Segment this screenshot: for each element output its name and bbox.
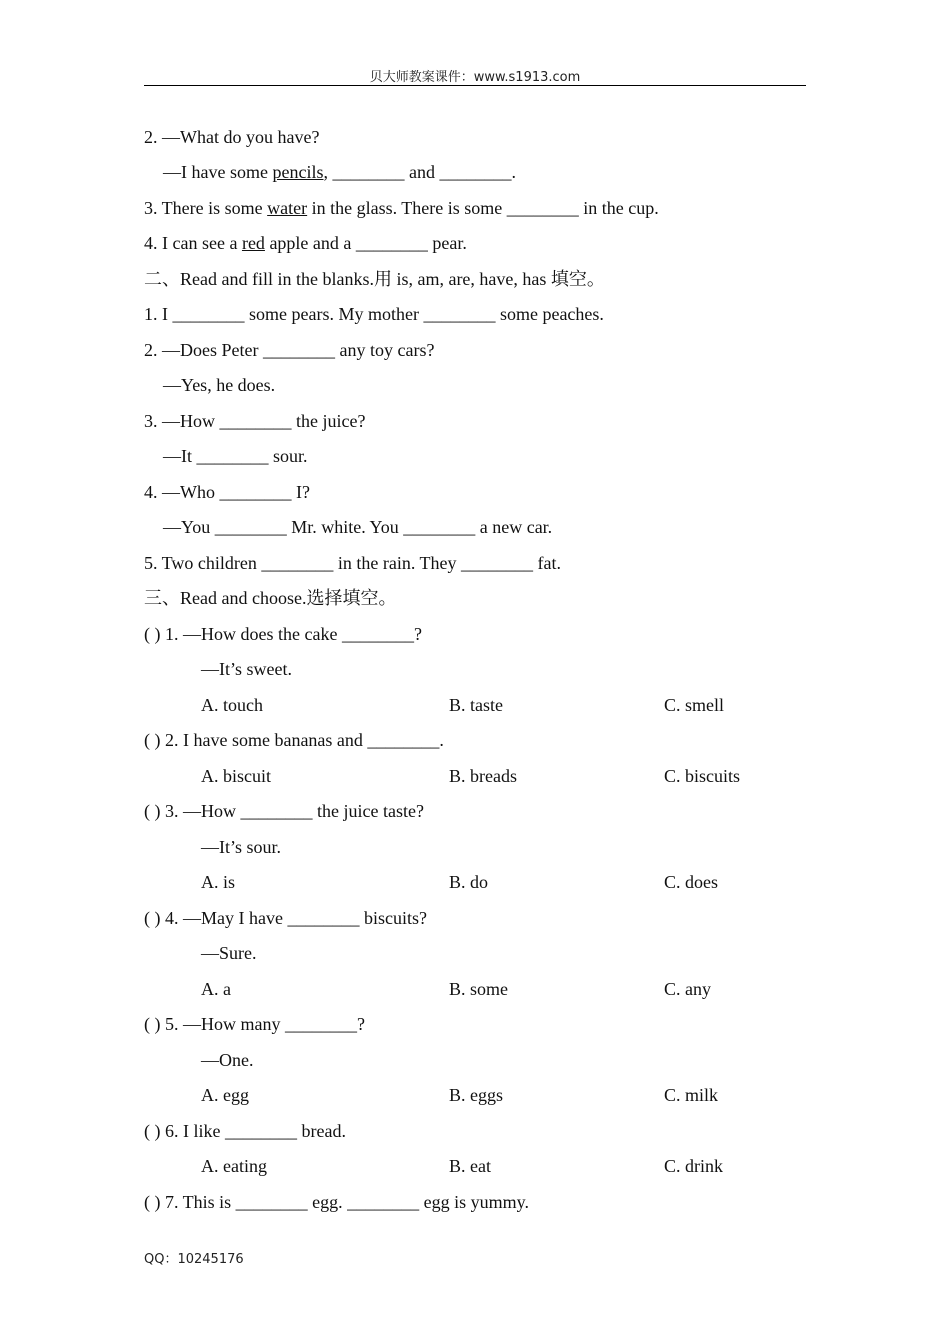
p3-q3-reply: —It’s sour. [201, 837, 282, 857]
page-footer: QQ：10245176 [144, 1252, 244, 1267]
p3-q2-option-b: B. breads [449, 766, 517, 786]
p3-q1-option-a: A. touch [201, 695, 263, 715]
p3-q7-stem: ( ) 7. This is ________ egg. ________ egg is yummy. [144, 1192, 529, 1212]
p2-line: 3. —How ________ the juice? [144, 411, 366, 431]
p1-q3-post: in the glass. There is some ________ in the cup. [307, 198, 659, 218]
p2-line: 1. I ________ some pears. My mother ________ some peaches. [144, 304, 604, 324]
p3-q5-option-c: C. milk [664, 1085, 719, 1105]
p3-q3-stem: ( ) 3. —How ________ the juice taste? [144, 801, 424, 821]
p3-q1-option-b: B. taste [449, 695, 503, 715]
header-divider [144, 85, 806, 86]
p3-q4-stem: ( ) 4. —May I have ________ biscuits? [144, 908, 427, 928]
p2-line: —It ________ sour. [163, 446, 308, 466]
part2-title: 二、Read and fill in the blanks.用 is, am, are, have, has 填空。 [144, 269, 605, 289]
p3-q6-stem: ( ) 6. I like ________ bread. [144, 1121, 346, 1141]
p2-line: 5. Two children ________ in the rain. They ________ fat. [144, 553, 562, 573]
p3-q2-stem: ( ) 2. I have some bananas and ________. [144, 730, 444, 750]
p1-q4-post: apple and a ________ pear. [264, 233, 467, 253]
p1-q2-underlined: pencils [272, 162, 324, 182]
p3-q2-option-a: A. biscuit [201, 766, 271, 786]
p1-q3-pre: 3. There is some [144, 198, 268, 218]
p3-q3-option-a: A. is [201, 872, 236, 892]
p1-q4 [144, 232, 467, 254]
p2-line: 2. —Does Peter ________ any toy cars? [144, 340, 435, 360]
p3-q4-option-c: C. any [664, 979, 711, 999]
p3-q3-option-c: C. does [664, 872, 718, 892]
p3-q4-option-b: B. some [449, 979, 509, 999]
p3-q1-reply: —It’s sweet. [201, 659, 292, 679]
p3-q5-option-a: A. egg [201, 1085, 249, 1105]
p1-q2-answer [163, 161, 516, 183]
p3-q3-option-b: B. do [449, 872, 489, 892]
p2-line: 4. —Who ________ I? [144, 482, 310, 502]
p3-q5-reply: —One. [201, 1050, 254, 1070]
p2-line: —You ________ Mr. white. You ________ a new car. [163, 517, 553, 537]
p1-q2-answer-post: , ________ and ________. [323, 162, 516, 182]
p3-q1-option-c: C. smell [664, 695, 725, 715]
p3-q5-option-b: B. eggs [449, 1085, 503, 1105]
p1-q3-underlined: water [267, 198, 308, 218]
p3-q5-stem: ( ) 5. —How many ________? [144, 1014, 365, 1034]
p3-q6-option-c: C. drink [664, 1156, 724, 1176]
page-header: 贝大师教案课件：www.s1913.com [369, 70, 581, 85]
p2-line: —Yes, he does. [163, 375, 276, 395]
p3-q1-stem: ( ) 1. —How does the cake ________? [144, 624, 422, 644]
p3-q6-option-b: B. eat [449, 1156, 491, 1176]
p1-q4-pre: 4. I can see a [144, 233, 242, 253]
p3-q4-reply: —Sure. [201, 943, 257, 963]
p1-q2-answer-pre: —I have some [163, 162, 273, 182]
p1-q3 [144, 197, 659, 219]
p1-q4-underlined: red [241, 233, 265, 253]
p3-q4-option-a: A. a [201, 979, 231, 999]
p3-q2-option-c: C. biscuits [664, 766, 741, 786]
part3-title: 三、Read and choose.选择填空。 [144, 588, 397, 608]
p3-q6-option-a: A. eating [201, 1156, 267, 1176]
p1-q2-question: 2. —What do you have? [144, 127, 320, 147]
